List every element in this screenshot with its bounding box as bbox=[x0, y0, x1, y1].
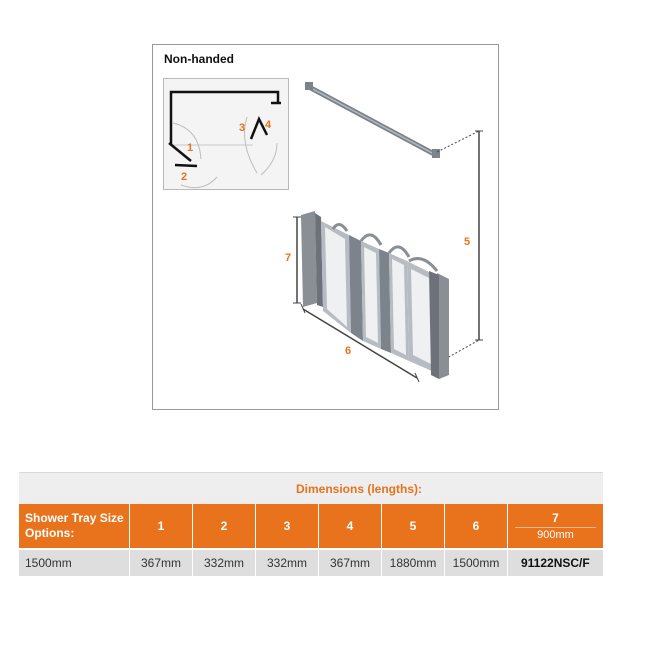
cell-1: 367mm bbox=[130, 550, 193, 576]
cell-7: 91122NSC/F bbox=[521, 556, 590, 570]
cell-2: 332mm bbox=[193, 550, 256, 576]
column-header-6: 6 bbox=[445, 504, 508, 548]
table-group-header bbox=[19, 472, 603, 504]
column-header-2: 2 bbox=[193, 504, 256, 548]
column-header-4: 4 bbox=[319, 504, 382, 548]
column-header-1: 1 bbox=[130, 504, 193, 548]
top-rail bbox=[305, 82, 440, 158]
label-5: 5 bbox=[464, 236, 471, 248]
dimensions-table bbox=[19, 472, 603, 576]
label-4: 4 bbox=[265, 119, 272, 131]
label-6: 6 bbox=[345, 345, 352, 357]
label-2: 2 bbox=[181, 171, 188, 183]
cell-size: 1500mm bbox=[19, 550, 130, 576]
column-header-7-label: 7 bbox=[552, 511, 559, 525]
column-header-7 bbox=[508, 504, 603, 548]
diagram-title: Non-handed bbox=[164, 52, 234, 66]
cell-6: 1500mm bbox=[445, 550, 508, 576]
label-7: 7 bbox=[285, 252, 292, 264]
table-row bbox=[19, 548, 603, 576]
column-header-5: 5 bbox=[382, 504, 445, 548]
cell-3: 332mm bbox=[256, 550, 319, 576]
column-header-size: Shower Tray Size Options: bbox=[19, 504, 130, 548]
label-3: 3 bbox=[239, 122, 246, 134]
folding-door bbox=[301, 211, 449, 379]
screen-diagram bbox=[153, 45, 500, 411]
cell-5: 1880mm bbox=[382, 550, 445, 576]
diagram-frame bbox=[152, 44, 499, 410]
label-1: 1 bbox=[187, 142, 194, 154]
panel-height-dimension bbox=[293, 217, 301, 303]
column-header-7-sub: 900mm bbox=[515, 527, 597, 541]
table-column-headers bbox=[19, 504, 603, 548]
cell-4: 367mm bbox=[319, 550, 382, 576]
column-header-3: 3 bbox=[256, 504, 319, 548]
group-header-label: Dimensions (lengths): bbox=[296, 482, 423, 496]
